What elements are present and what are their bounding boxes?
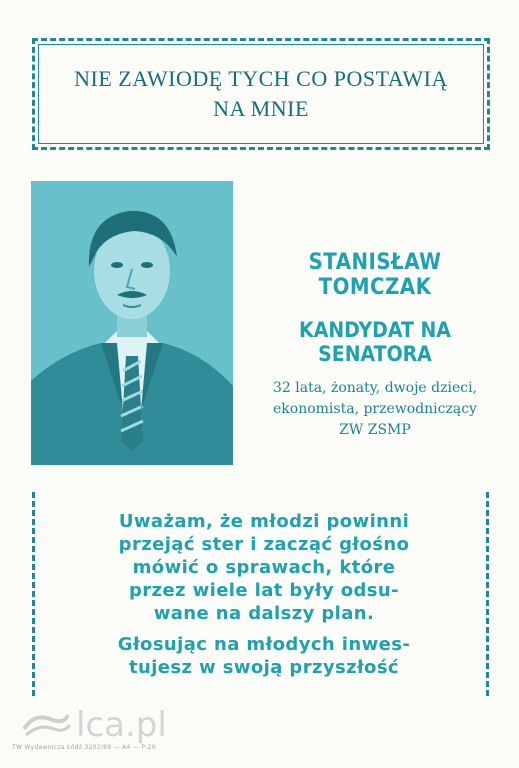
right-border-rule [486,492,493,696]
candidate-bio [236,378,514,441]
bio-line-1: 32 lata, żonaty, dwoje dzieci, [272,380,478,396]
statement-line: Uważam, że młodzi powinni [118,511,410,532]
candidate-portrait [31,181,233,465]
bio-line-3: ZW ZSMP [339,422,411,438]
statement-line: przejąć ster i zacząć głośno [118,534,410,555]
statement-line: wane na dalszy plan. [153,603,375,624]
slogan-box [32,38,490,150]
candidate-name: STANISŁAW TOMCZAK [308,250,442,300]
candidate-statement [58,510,470,679]
statement-line: tujesz w swoją przyszłość [128,657,400,678]
candidate-info [236,250,514,441]
bio-line-2: ekonomista, przewodniczący [273,401,477,417]
left-border-rule [32,492,39,696]
slogan-line-2: NA MNIE [213,96,309,121]
statement-line: mówić o sprawach, które [132,557,396,578]
statement-line: Głosując na młodych inwes- [117,634,411,655]
swirl-logo-icon [20,709,72,741]
statement-paragraph-1 [58,510,470,625]
candidate-title: KANDYDAT NA SENATORA [299,318,451,366]
watermark [20,706,240,744]
statement-line: przez wiele lat były odsu- [129,580,399,601]
slogan-line-1: NIE ZAWIODĘ TYCH CO POSTAWIĄ [74,66,448,91]
print-info: TW Wydawnicza Łódź 3202/89 — A4 — P-20 [12,744,156,751]
watermark-text: lca.pl [76,705,167,745]
statement-paragraph-2 [58,633,470,679]
